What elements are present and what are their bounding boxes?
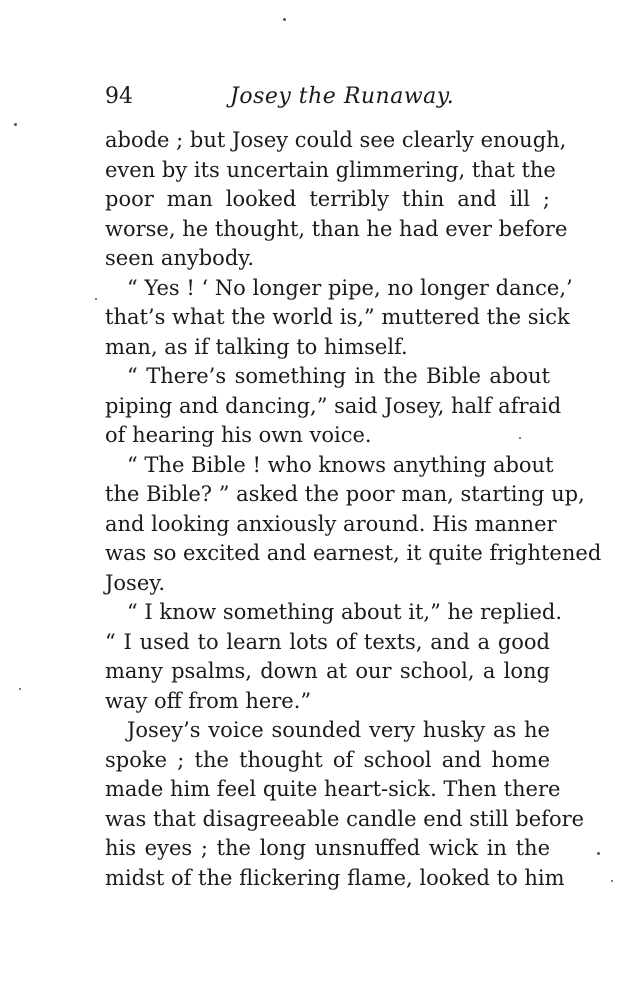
text-line: Josey. [105,570,166,595]
paragraph [105,274,573,363]
text-line: “ Yes ! ‘ No longer pipe, no longer dance,’ [127,275,573,300]
paragraph [105,716,585,893]
text-line: piping and dancing,” said Josey, half afraid [105,393,562,418]
paragraph [105,362,562,451]
text-line: of hearing his own voice. [105,423,372,447]
text-line: Josey’s voice sounded very husky as he [127,718,550,742]
paragraph [105,598,563,716]
text-line: and looking anxiously around. His manner [105,511,557,536]
text-line: that’s what the world is,” muttered the sick [105,305,570,329]
speck [14,123,17,126]
paragraph [105,126,568,274]
text-line: the Bible? ” asked the poor man, starting up, [105,482,585,506]
text-line: was that disagreeable candle end still before [105,806,585,831]
text-line: “ I used to learn lots of texts, and a good [105,629,550,654]
page-header [105,80,550,114]
speck [597,852,600,855]
text-line: man, as if talking to himself. [105,334,408,359]
text-line: seen anybody. [105,246,255,270]
paragraph [105,451,602,599]
body-text [105,126,602,893]
text-line: spoke ; the thought of school and home [105,747,550,772]
text-line: way off from here.” [105,688,312,713]
text-line: his eyes ; the long unsnuffed wick in the [105,836,550,860]
text-line: worse, he thought, than he had ever before [105,216,568,241]
running-title: Josey the Runaway. [230,84,455,109]
text-line: poor man looked terribly thin and ill ; [105,187,550,211]
text-line: even by its uncertain glimmering, that the [105,157,556,182]
speck [95,298,97,300]
text-line: “ There’s something in the Bible about [127,364,550,388]
text-line: midst of the flickering flame, looked to him [105,865,565,890]
speck [611,880,613,882]
speck [283,18,286,21]
text-line: “ I know something about it,” he replied. [127,600,563,624]
text-line: “ The Bible ! who knows anything about [127,452,554,477]
page-number: 94 [105,84,133,109]
speck [19,688,21,690]
text-line: was so excited and earnest, it quite frightened [105,541,602,565]
text-line: made him feel quite heart-sick. Then there [105,777,561,801]
text-line: abode ; but Josey could see clearly enough, [105,128,567,152]
speck [519,437,521,439]
text-line: many psalms, down at our school, a long [105,659,550,683]
